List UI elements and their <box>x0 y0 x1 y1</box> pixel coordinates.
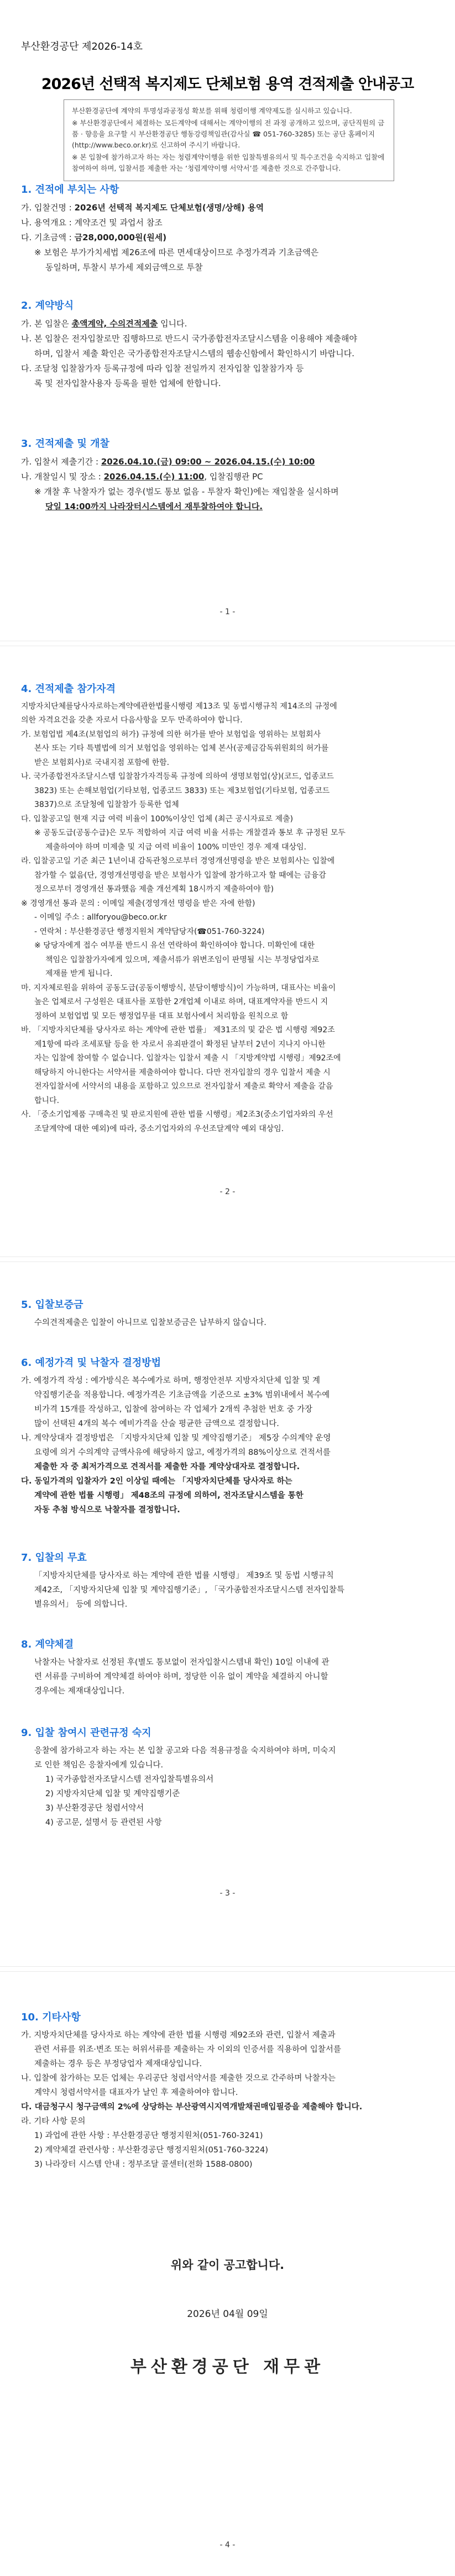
page-number: - 2 - <box>219 1187 236 1196</box>
list-item: 3) 나라장터 시스템 안내 : 정부조달 콜센터(전화 1588-0800) <box>34 2160 253 2169</box>
contact-phone: - 연락처 : 부산환경공단 행정지원처 계약담당자(☎051-760-3224) <box>34 927 265 936</box>
list-item: 2) 지방자치단체 입찰 및 계약집행기준 <box>45 1790 180 1798</box>
integrity-notice-box <box>64 99 394 181</box>
page-number: - 4 - <box>219 2541 236 2549</box>
project-name: 2026년 선택적 복지제도 단체보험(생명/상해) 용역 <box>74 203 264 213</box>
section-heading: 4. 견적제출 참가자격 <box>21 683 116 695</box>
section-heading: 1. 견적에 부치는 사항 <box>21 184 119 196</box>
page-number: - 1 - <box>219 608 236 616</box>
base-amount: 금28,000,000원(원세) <box>74 233 167 242</box>
page-separator <box>0 1257 455 1262</box>
list-item: 1) 과업에 관한 사항 : 부산환경공단 행정지원처(051-760-3241) <box>34 2131 263 2140</box>
contact-email: - 이메일 주소 : allforyou@beco.or.kr <box>34 913 167 922</box>
page-separator <box>0 641 455 646</box>
submission-period: 2026.04.10.(금) 09:00 ~ 2026.04.15.(수) 10:00 <box>101 457 315 467</box>
page-separator <box>0 1966 455 1972</box>
section-heading: 8. 계약체결 <box>21 1639 74 1650</box>
section-heading: 2. 계약방식 <box>21 300 74 312</box>
section-7: 7. 입찰의 무효 「지방자치단체를 당사자로 하는 계약에 관한 법률 시행령」 제39조 및 동법 시행규칙 제42조, 「지방자치단체 입찰 및 계약집행기준」, 「국가종합전자조달시스템 전자입찰특 별유의서」 등에 의합니다. <box>21 1551 436 1612</box>
page-title: 2026년 선택적 복지제도 단체보험 용역 견적제출 안내공고 <box>41 76 414 93</box>
notice-line: ※ 부산환경공단에서 체결하는 모든계약에 대해서는 계약이행의 전 과정 공개하고 있으며, 공단직원의 금품 · 향응을 요구할 시 부산환경공단 행동강령책임관(감사실 ☎ 051-760-3285) 또는 공단 홈페이지(http://www.beco.or.kr)로 신고하여 주시기 바랍니다. <box>72 119 385 149</box>
section-1: 1. 견적에 부치는 사항 가. 입찰건명 : 2026년 선택적 복지제도 단체보험(생명/상해) 용역 나. 용역개요 : 계약조건 및 과업서 참조 다. 기초금액 : 금28,000,000원(원세) ※ 보험은 부가가치세법 제26조에 따른 면세대상이므로 추정가격과 기초금액은 동일하며, 투찰시 부가세 제외금액으로 투찰 <box>21 182 436 275</box>
section-8: 8. 계약체결 낙찰자는 낙찰자로 선정된 후(별도 통보없이 전자입찰시스템내 확인) 10일 이내에 관 련 서류를 구비하여 계약체결 하여야 하며, 정당한 이유 없이 계약을 체결하지 아니할 경우에는 제재대상입니다. <box>21 1638 436 1698</box>
section-4: 4. 견적제출 참가자격 지방자치단체를당사자로하는계약에관한법률시행령 제13조 및 동법시행규칙 제14조의 규정에 의한 자격요건을 갖춘 자로서 다음사항을 모두 만족하여야 합니다. 가. 보험업법 제4조(보험업의 허가) 규정에 의한 허가를 받아 보험업을 영위하는 보험회사 본사 또는 기타 특별법에 의거 보험업을 영위하는 업체 본사(공제금감독위원회의 허가를 받은 보험회사)로 국내지점 포함에 한함. 나. 국가종합전자조달시스템 입찰참가자격등록 규정에 의하여 생명보험업(상)(코드, 업종코드 3823) 또는 손해보험업(기타보험, 업종코드 3833) 또는 제3보험업(기타보험, 업종코드 3837)으로 조달청에 입찰참가 등록한 업체 다. 입찰공고일 현재 지급 여력 비율이 100%이상인 업체 (최근 공시자료로 제출) ※ 공동도급(공동수급)은 모두 적합하여 지급 여력 비율 서류는 개찰결과 통보 후 규정된 모두 제출하여야 하며 미제출 및 지급 여력 비율이 100% 미만인 경우 제재 대상임. 라. 입찰공고일 기준 최근 1년이내 감독관청으로부터 경영개선명령을 받은 보험회사는 입찰에 참가할 수 없음(단, 경영개선명령을 받은 보험사가 입찰에 참가하고자 할 때에는 금융감 정으로부터 경영개선 통과했음 제출 개선계획 18시까지 제출하여야 함) ※ 경영개선 통과 문의 : 이메일 제출(경영개선 명령을 받은 자에 한함) - 이메일 주소 : allforyou@beco.or.kr - 연락처 : 부산환경공단 행정지원처 계약담당자(☎051-760-3224) ※ 당당자에게 접수 여부를 반드시 유선 연락하여 확인하여야 합니다. 미확인에 대한 책임은 입찰참가자에게 있으며, 제출서류가 위변조임이 판명될 시는 부정당업자로 제재를 받게 됩니다. 마. 지자체로원을 위하여 공동도급(공동이행방식, 분담이행방식)이 가능하며, 대표사는 비율이 높은 업체로서 구성원은 대표사를 포함한 2개업체 이내로 하며, 대표계약자를 반드시 지 정하여 보험업법 및 모든 행정업무를 대표 보험사에서 처리함을 원칙으로 함 바. 「지방자치단체를 당사자로 하는 계약에 관한 법률」 제31조의 및 같은 법 시행령 제92조 제1항에 따라 조세포탈 등을 한 자로서 유죄판결이 확정된 날부터 2년이 지나지 아니한 자는 입찰에 참여할 수 없습니다. 입찰자는 입찰서 제출 시 「지방계약법 시행령」제92조에 해당하지 아니한다는 서약서를 제출하여야 합니다. 다만 전자입찰의 경우 입찰서 제출 시 전자입찰서에 서약서의 내용을 포함하고 있으므로 전자입찰서 제출로 확약서 제출을 갈음 합니다. 사. 「중소기업제품 구매촉진 및 판로지원에 관한 법률 시행령」제2조3(중소기업자와의 우선 조달계약에 대한 예외)에 따라, 중소기업자와의 우선조달계약 예외 대상임. <box>21 682 436 1136</box>
issuer-name: 부산환경공단 재무관 <box>130 2357 325 2377</box>
section-10: 10. 기타사항 가. 지방자치단체를 당사자로 하는 계약에 관한 법률 시행령 제92조와 관련, 입찰서 제출과 관련 서류를 위조·변조 또는 허위서류를 제출하는 자 이외의 인증서를 직용하여 입찰서를 제출하는 경우 등은 부정당업자 제재대상입니다. 나. 입찰에 참가하는 모든 업체는 우리공단 청렴서약서를 제출한 것으로 간주하며 낙찰자는 계약시 청렴서약서를 대표자가 날인 후 제출하여야 합니다. 다. 대금청구시 청구금액의 2%에 상당하는 부산광역시지역개발채권매입필증을 제출해야 합니다. 라. 기타 사항 문의 1) 과업에 관한 사항 : 부산환경공단 행정지원처(051-760-3241) 2) 계약체결 관련사항 : 부산환경공단 행정지원처(051-760-3224) 3) 나라장터 시스템 안내 : 정부조달 콜센터(전화 1588-0800) <box>21 2010 436 2172</box>
page-number: - 3 - <box>219 1889 236 1898</box>
section-heading: 3. 견적제출 및 개찰 <box>21 438 109 450</box>
closing-date: 2026년 04월 09일 <box>187 2309 268 2320</box>
closing-statement: 위와 같이 공고합니다. <box>170 2258 285 2272</box>
section-6: 6. 예정가격 및 낙찰자 결정방법 가. 예정가격 작성 : 예가방식은 복수예가로 하며, 행정안전부 지방자치단체 입찰 및 계 약집행기준을 적용합니다. 예정가격은 기초금액을 기준으로 ±3% 범위내에서 복수예 비가격 15개를 작성하고, 입찰에 참여하는 각 업체가 2개씩 추첨한 번호 중 가장 많이 선택된 4개의 복수 예비가격을 산술 평균한 금액으로 결정합니다. 나. 계약상대자 결정방법은 「지방자치단체 입찰 및 계약집행기준」 제5장 수의계약 운영 요령에 의거 수의계약 금액사유에 해당하지 않고, 예정가격의 88%이상으로 견적서를 제출한 자 중 최저가격으로 견적서를 제출한 자를 계약상대자로 결정합니다. 다. 동일가격의 입찰자가 2인 이상일 때에는 「지방자치단체를 당사자로 하는 계약에 관한 법률 시행령」 제48조의 규정에 의하여, 전자조달시스템을 통한 자동 추첨 방식으로 낙찰자를 결정합니다. <box>21 1356 436 1517</box>
list-item: 4) 공고문, 설명서 등 관련된 사항 <box>45 1818 162 1827</box>
opening-datetime: 2026.04.15.(수) 11:00 <box>103 472 205 482</box>
section-heading: 5. 입찰보증금 <box>21 1299 83 1311</box>
notice-line: ※ 본 입찰에 참가하고자 하는 자는 청렴계약이행을 위한 입찰특별유의서 및 특수조건을 숙지하고 입찰에 참여하여 하며, 입찰서를 제출한 자는 ‘청렴계약이행 서약서’를 제출한 것으로 간주합니다. <box>72 153 385 172</box>
section-heading: 7. 입찰의 무효 <box>21 1552 87 1564</box>
section-heading: 9. 입찰 참여시 관련규정 숙지 <box>21 1727 151 1739</box>
notice-number: 부산환경공단 제2026-14호 <box>21 41 143 52</box>
list-item: 1) 국가종합전자조달시스템 전자입찰특별유의서 <box>45 1775 214 1784</box>
section-9: 9. 입찰 참여시 관련규정 숙지 응찰에 참가하고자 하는 자는 본 입찰 공고와 다음 적용규정을 숙지하여야 하며, 미숙지 로 인한 책임은 응찰자에게 있습니다. 1) 국가종합전자조달시스템 전자입찰특별유의서 2) 지방자치단체 입찰 및 계약집행기준 3) 부산환경공단 청렴서약서 4) 공고문, 설명서 등 관련된 사항 <box>21 1726 436 1830</box>
section-heading: 10. 기타사항 <box>21 2012 81 2023</box>
notice-line: 부산환경공단에 계약의 투명성과공정성 확보를 위해 청렴이행 계약제도를 실시하고 있습니다. <box>72 107 352 115</box>
list-item: 2) 계약체결 관련사항 : 부산환경공단 행정지원처(051-760-3224) <box>34 2146 268 2155</box>
section-2: 2. 계약방식 가. 본 입찰은 총액계약, 수의견적제출 입니다. 나. 본 입찰은 전자입찰로만 집행하므로 반드시 국가종합전자조달시스템을 이용해야 제출해야 하며, 입찰서 제출 확인은 국가종합전자조달시스템의 웹송신함에서 확인하시기 바랍니다. 다. 조달청 입찰참가자 등록규정에 따라 입찰 전일까지 전자입찰 입찰참가자 등 록 및 전자입찰사용자 등록을 필한 업체에 한합니다. <box>21 298 436 391</box>
list-item: 3) 부산환경공단 청렴서약서 <box>45 1804 144 1813</box>
section-3: 3. 견적제출 및 개찰 가. 입찰서 제출기간 : 2026.04.10.(금) 09:00 ~ 2026.04.15.(수) 10:00 나. 개찰일시 및 장소 : 2026.04.15.(수) 11:00, 입찰집행관 PC ※ 개찰 후 낙찰자가 없는 경우(벌도 통보 없음 - 투찰자 확인)에는 재입찰을 실시하며 당일 14:00까지 나라장터시스템에서 재투찰하여야 합니다. <box>21 436 436 514</box>
section-heading: 6. 예정가격 및 낙찰자 결정방법 <box>21 1357 161 1369</box>
section-5: 5. 입찰보증금 수의견적제출은 입찰이 아니므로 입찰보증금은 납부하지 않습니다. <box>21 1298 436 1330</box>
